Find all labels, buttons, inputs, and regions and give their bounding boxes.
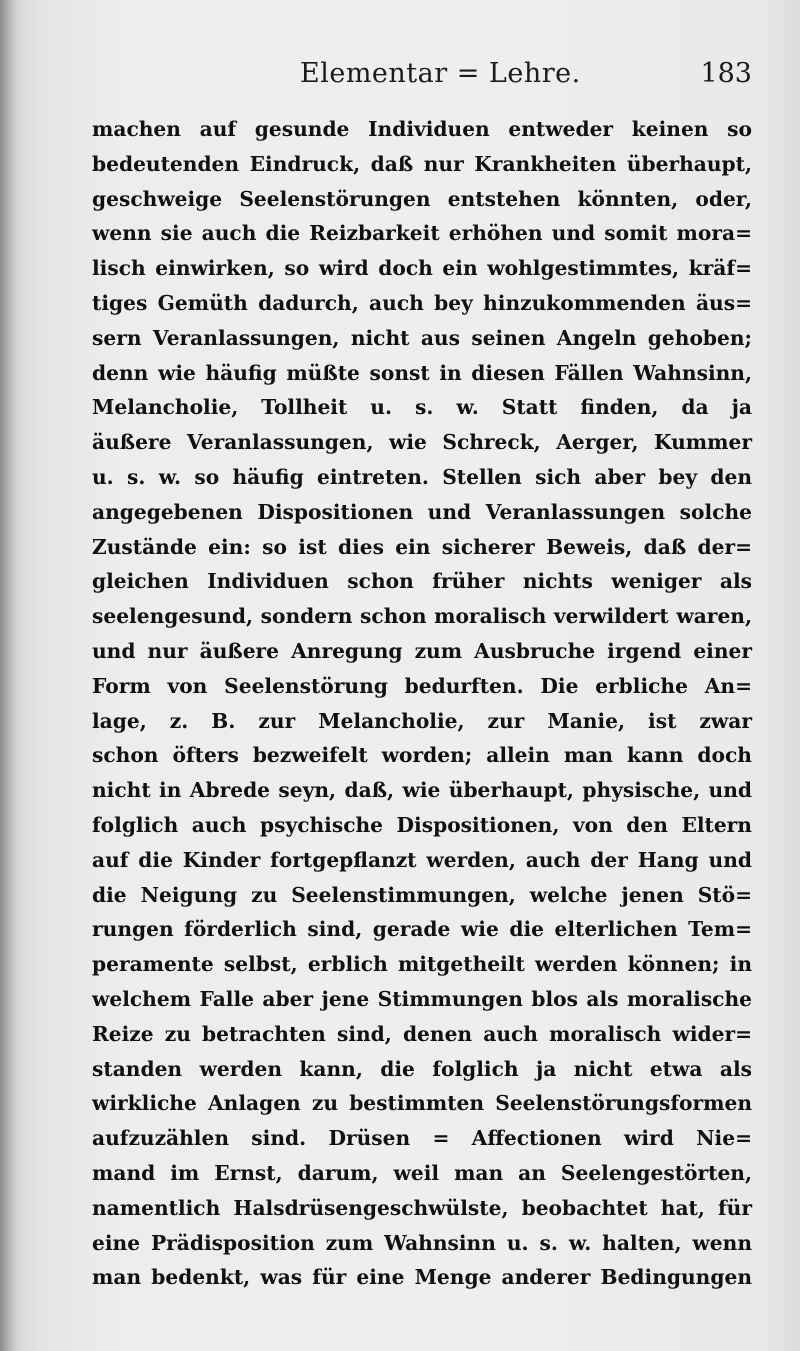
- text-line: lisch einwirken, so wird doch ein wohlgestimmtes, kräf=: [92, 256, 752, 281]
- text-line: mand im Ernst, darum, weil man an Seelengestörten,: [92, 1160, 752, 1185]
- text-line: machen auf gesunde Individuen entweder keinen so: [92, 117, 752, 141]
- text-line: Form von Seelenstörung bedurften. Die erbliche An=: [92, 673, 752, 698]
- text-line: denn wie häufig müßte sonst in diesen Fällen Wahnsinn,: [92, 360, 752, 385]
- text-line: bedeutenden Eindruck, daß nur Krankheiten überhaupt,: [92, 151, 752, 176]
- text-line: gleichen Individuen schon früher nichts weniger als: [92, 569, 752, 594]
- binding-shadow: [0, 0, 22, 1351]
- body-text: [92, 112, 752, 1295]
- text-line: wenn sie auch die Reizbarkeit erhöhen und somit mora=: [92, 221, 752, 246]
- text-line: die Neigung zu Seelenstimmungen, welche jenen Stö=: [92, 882, 752, 907]
- text-line: u. s. w. so häufig eintreten. Stellen sich aber bey den: [92, 464, 752, 489]
- text-line: schon öfters bezweifelt worden; allein man kann doch: [92, 743, 752, 768]
- text-line: lage, z. B. zur Melancholie, zur Manie, ist zwar: [92, 708, 752, 733]
- text-line: sern Veranlassungen, nicht aus seinen Angeln gehoben;: [92, 325, 752, 350]
- text-line: Zustände ein: so ist dies ein sicherer Beweis, daß der=: [92, 534, 752, 559]
- text-line: eine Prädisposition zum Wahnsinn u. s. w. halten, wenn: [92, 1230, 752, 1255]
- text-line: angegebenen Dispositionen und Veranlassungen solche: [92, 499, 752, 524]
- text-line: wirkliche Anlagen zu bestimmten Seelenstörungsformen: [92, 1091, 752, 1116]
- text-line: peramente selbst, erblich mitgetheilt werden können; in: [92, 952, 752, 977]
- text-line: aufzuzählen sind. Drüsen = Affectionen wird Nie=: [92, 1126, 752, 1151]
- text-line: nicht in Abrede seyn, daß, wie überhaupt, physische, und: [92, 778, 752, 803]
- page-number: 183: [700, 58, 752, 89]
- text-line: äußere Veranlassungen, wie Schreck, Aerger, Kummer: [92, 430, 752, 455]
- text-line: welchem Falle aber jene Stimmungen blos als moralische: [92, 986, 752, 1011]
- text-line: man bedenkt, was für eine Menge anderer Bedingungen: [92, 1265, 752, 1290]
- text-line: folglich auch psychische Dispositionen, von den Eltern: [92, 812, 752, 837]
- page-header: [0, 52, 800, 96]
- text-line: Reize zu betrachten sind, denen auch moralisch wider=: [92, 1021, 752, 1046]
- text-line: und nur äußere Anregung zum Ausbruche irgend einer: [92, 638, 752, 663]
- text-line: geschweige Seelenstörungen entstehen könnten, oder,: [92, 186, 752, 211]
- text-line: Melancholie, Tollheit u. s. w. Statt finden, da ja: [92, 395, 752, 420]
- text-line: rungen förderlich sind, gerade wie die elterlichen Tem=: [92, 917, 752, 942]
- text-line: seelengesund, sondern schon moralisch verwildert waren,: [92, 604, 752, 629]
- text-line: namentlich Halsdrüsengeschwülste, beobachtet hat, für: [92, 1195, 752, 1220]
- running-title: Elementar = Lehre.: [300, 58, 581, 89]
- text-line: standen werden kann, die folglich ja nicht etwa als: [92, 1056, 752, 1081]
- text-line: tiges Gemüth dadurch, auch bey hinzukommenden äus=: [92, 290, 752, 315]
- text-line: auf die Kinder fortgepflanzt werden, auch der Hang und: [92, 847, 752, 872]
